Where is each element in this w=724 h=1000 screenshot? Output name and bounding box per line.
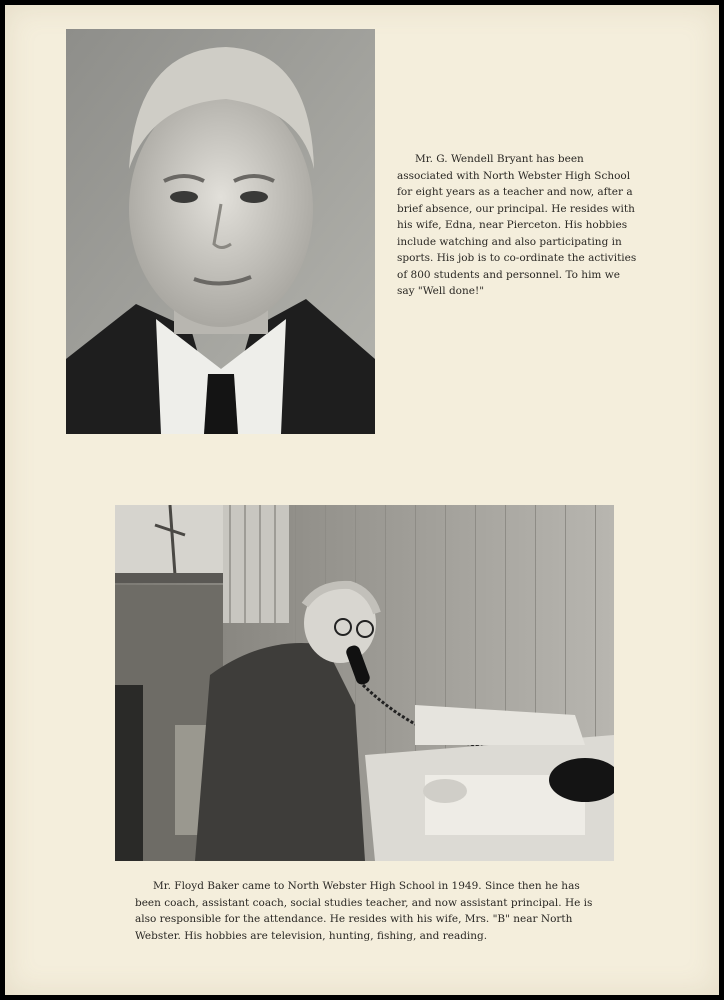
principal-portrait-photo [66,29,375,434]
assistant-principal-desk-image [115,505,614,861]
assistant-principal-caption: Mr. Floyd Baker came to North Webster High School in 1949. Since then he has been coach, assistant coach, social studies teacher, and now assistant principal. He is also responsible for the attendance. He resides with his wife, Mrs. "B" near North Webster. His hobbies are television, hunting, fishing, and reading. [135,880,593,942]
assistant-principal-desk-photo [115,505,614,861]
yearbook-page [5,5,719,995]
principal-caption: Mr. G. Wendell Bryant has been associated with North Webster High School for eight years as a teacher and now, after a brief absence, our principal. He resides with his wife, Edna, near Pierceton. His hobbies include watching and also participating in sports. His job is to co-ordinate the activities of 800 students and personnel. To him we say "Well done!" [397,153,637,297]
principal-portrait-image [66,29,375,434]
